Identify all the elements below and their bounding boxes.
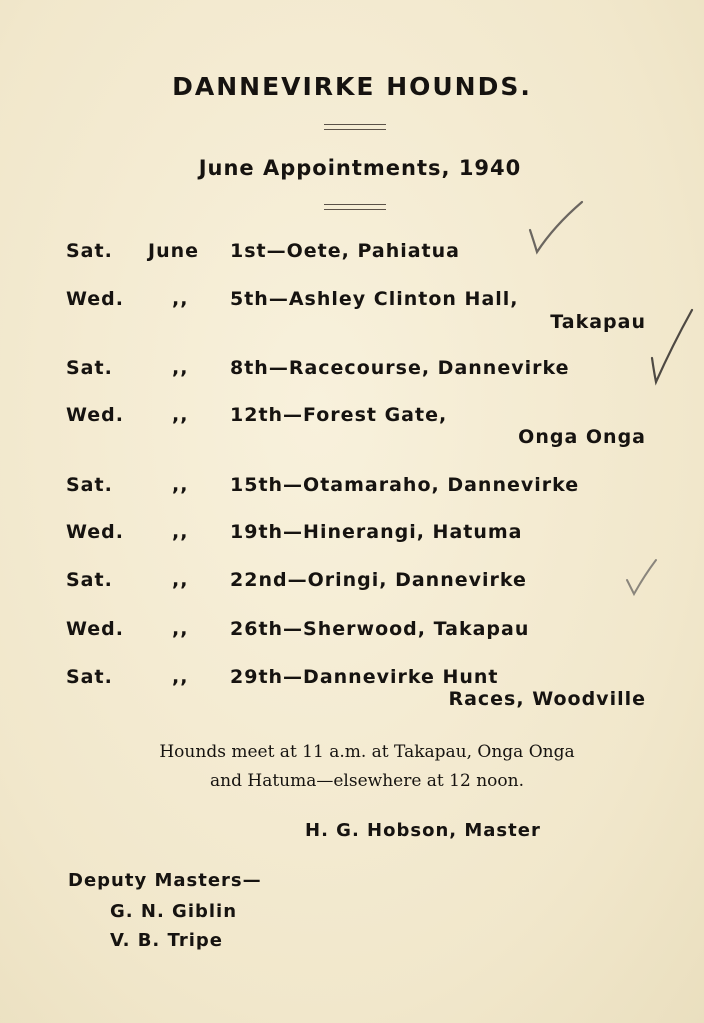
card-title: DANNEVIRKE HOUNDS. [172,72,532,101]
appointment-continuation: Races, Woodville [448,688,646,710]
pencil-check-mark-icon [622,556,660,598]
deputy-masters-label: Deputy Masters— [68,870,262,891]
deputy-name: G. N. Giblin [110,901,238,922]
appointment-date-venue: 8th—Racecourse, Dannevirke [230,357,570,379]
card-subtitle: June Appointments, 1940 [198,156,522,180]
deputy-name: V. B. Tripe [110,930,223,951]
meeting-time-note [0,738,704,796]
appointment-date-venue: 12th—Forest Gate, [230,404,448,426]
appointment-day: Sat. [66,569,113,591]
divider-rule [324,204,386,210]
appointment-date-venue: 19th—Hinerangi, Hatuma [230,521,523,543]
appointment-month: ,, [172,618,189,640]
appointment-day: Wed. [66,404,124,426]
appointment-date-venue: 29th—Dannevirke Hunt [230,666,499,688]
note-line: and Hatuma—elsewhere at 12 noon. [210,771,524,791]
appointment-day: Wed. [66,288,124,310]
appointment-month: ,, [172,288,189,310]
appointment-month: ,, [172,357,189,379]
appointment-month: ,, [172,666,189,688]
appointment-date-venue: 1st—Oete, Pahiatua [230,240,460,262]
appointment-continuation: Onga Onga [518,426,646,448]
appointment-day: Sat. [66,240,113,262]
appointment-date-venue: 22nd—Oringi, Dannevirke [230,569,527,591]
appointment-month: ,, [172,569,189,591]
appointment-day: Sat. [66,474,113,496]
appointment-day: Wed. [66,618,124,640]
pencil-check-mark-icon [646,306,696,386]
appointment-month: ,, [172,474,189,496]
appointment-date-venue: 15th—Otamaraho, Dannevirke [230,474,580,496]
appointment-day: Sat. [66,357,113,379]
appointment-day: Sat. [66,666,113,688]
divider-rule [324,124,386,130]
appointment-date-venue: 26th—Sherwood, Takapau [230,618,530,640]
appointment-day: Wed. [66,521,124,543]
appointment-continuation: Takapau [550,311,646,333]
note-line: Hounds meet at 11 a.m. at Takapau, Onga Onga [159,742,575,762]
appointment-month: ,, [172,404,189,426]
master-signature: H. G. Hobson, Master [305,820,541,841]
appointment-month: ,, [172,521,189,543]
pencil-check-mark-icon [524,196,586,262]
appointment-date-venue: 5th—Ashley Clinton Hall, [230,288,519,310]
appointment-month: June [148,240,200,262]
